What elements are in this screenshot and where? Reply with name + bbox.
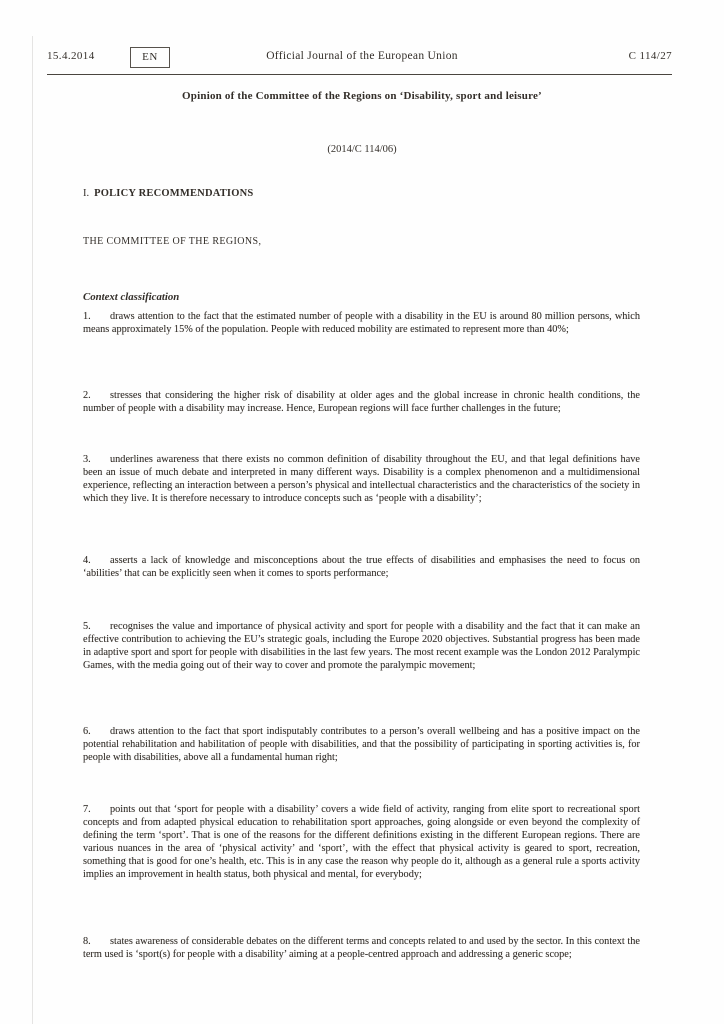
section-heading xyxy=(83,188,640,199)
paragraph-number: 3. xyxy=(83,454,91,465)
numbered-paragraph xyxy=(83,389,640,415)
paragraph-text: asserts a lack of knowledge and misconceptions about the true effects of disabilities and emphasises the need to focus on ‘abilities’ that can be explicitly seen when it comes to sports performance; xyxy=(83,555,640,579)
opinion-title: Opinion of the Committee of the Regions on ‘Disability, sport and leisure’ xyxy=(182,90,542,102)
paragraph-number: 7. xyxy=(83,804,91,815)
section-heading-label: POLICY RECOMMENDATIONS xyxy=(94,188,254,199)
subsection-heading: Context classification xyxy=(83,291,180,303)
header-date: 15.4.2014 xyxy=(47,50,95,62)
numbered-paragraph xyxy=(83,453,640,505)
paragraph-text: points out that ‘sport for people with a disability’ covers a wide field of activity, ranging from elite sport to recreational sport concepts and from adapted physical education to rehabilitation sport approaches, going alongside or even beyond the complexity of defining the term ‘sport’. That is one of the reasons for the different definitions existing in the different European regions. There are various nuances in the area of ‘physical activity’ and ‘sport’, with the effect that physical activity is geared to sport, recreation, something that is good for one’s health, etc. This is in any case the reason why people do it, although as a general rule a sports activity implies an improvement in health status, both physical and mental, for everybody; xyxy=(83,804,640,880)
paragraph-text: states awareness of considerable debates on the different terms and concepts related to and used by the sector. In this context the term used is ‘sport(s) for people with a disability’ aiming at a people-centred approach and addressing a generic scope; xyxy=(83,936,640,960)
numbered-paragraph xyxy=(83,935,640,961)
paragraph-number: 6. xyxy=(83,726,91,737)
document-number: (2014/C 114/06) xyxy=(327,144,397,155)
paragraph-text: draws attention to the fact that the estimated number of people with a disability in the EU is around 80 million persons, which means approximately 15% of the population. People with reduced mobility are estimated to represent more than 40%; xyxy=(83,311,640,335)
journal-title: Official Journal of the European Union xyxy=(266,50,458,62)
numbered-paragraph xyxy=(83,803,640,881)
numbered-paragraph xyxy=(83,310,640,336)
paragraph-number: 4. xyxy=(83,555,91,566)
page-reference: C 114/27 xyxy=(628,50,672,62)
numbered-paragraph xyxy=(83,725,640,764)
section-numeral: I. xyxy=(83,188,90,199)
numbered-paragraph xyxy=(83,554,640,580)
header-rule xyxy=(47,74,672,75)
paragraph-text: recognises the value and importance of physical activity and sport for people with a disability and the fact that it can make an effective contribution to achieving the EU’s strategic goals, including the Europe 2020 objectives. Substantial progress has been made in adaptive sport and sport for people with disabilities in the last few years. The most recent example was the London 2012 Paralympic Games, with the media going out of their way to cover and promote the paralympic movement; xyxy=(83,621,640,671)
paragraph-number: 1. xyxy=(83,311,91,322)
numbered-paragraph xyxy=(83,620,640,672)
paragraph-number: 8. xyxy=(83,936,91,947)
scan-artifact-line xyxy=(32,36,33,1024)
paragraph-text: stresses that considering the higher risk of disability at older ages and the global increase in chronic health conditions, the number of people with a disability may increase. Hence, European regions will face further challenges in the future; xyxy=(83,390,640,414)
paragraph-text: draws attention to the fact that sport indisputably contributes to a person’s overall wellbeing and has a positive impact on the potential rehabilitation and habilitation of people with disabilities, and that the possibility of participating in sporting activities is, for people with disabilities, above all a fundamental human right; xyxy=(83,726,640,763)
language-code-box: EN xyxy=(130,47,170,68)
preamble-line: THE COMMITTEE OF THE REGIONS, xyxy=(83,236,262,247)
paragraph-number: 2. xyxy=(83,390,91,401)
paragraph-text: underlines awareness that there exists no common definition of disability throughout the EU, and that legal definitions have been an issue of much debate and interpreted in many different ways. Disability is a complex phenomenon and a multidimensional experience, reflecting an interaction between a person’s physical and intellectual characteristics and the characteristics of the society in which they live. It is therefore necessary to introduce concepts such as ‘people with a disability’; xyxy=(83,454,640,504)
paragraph-number: 5. xyxy=(83,621,91,632)
